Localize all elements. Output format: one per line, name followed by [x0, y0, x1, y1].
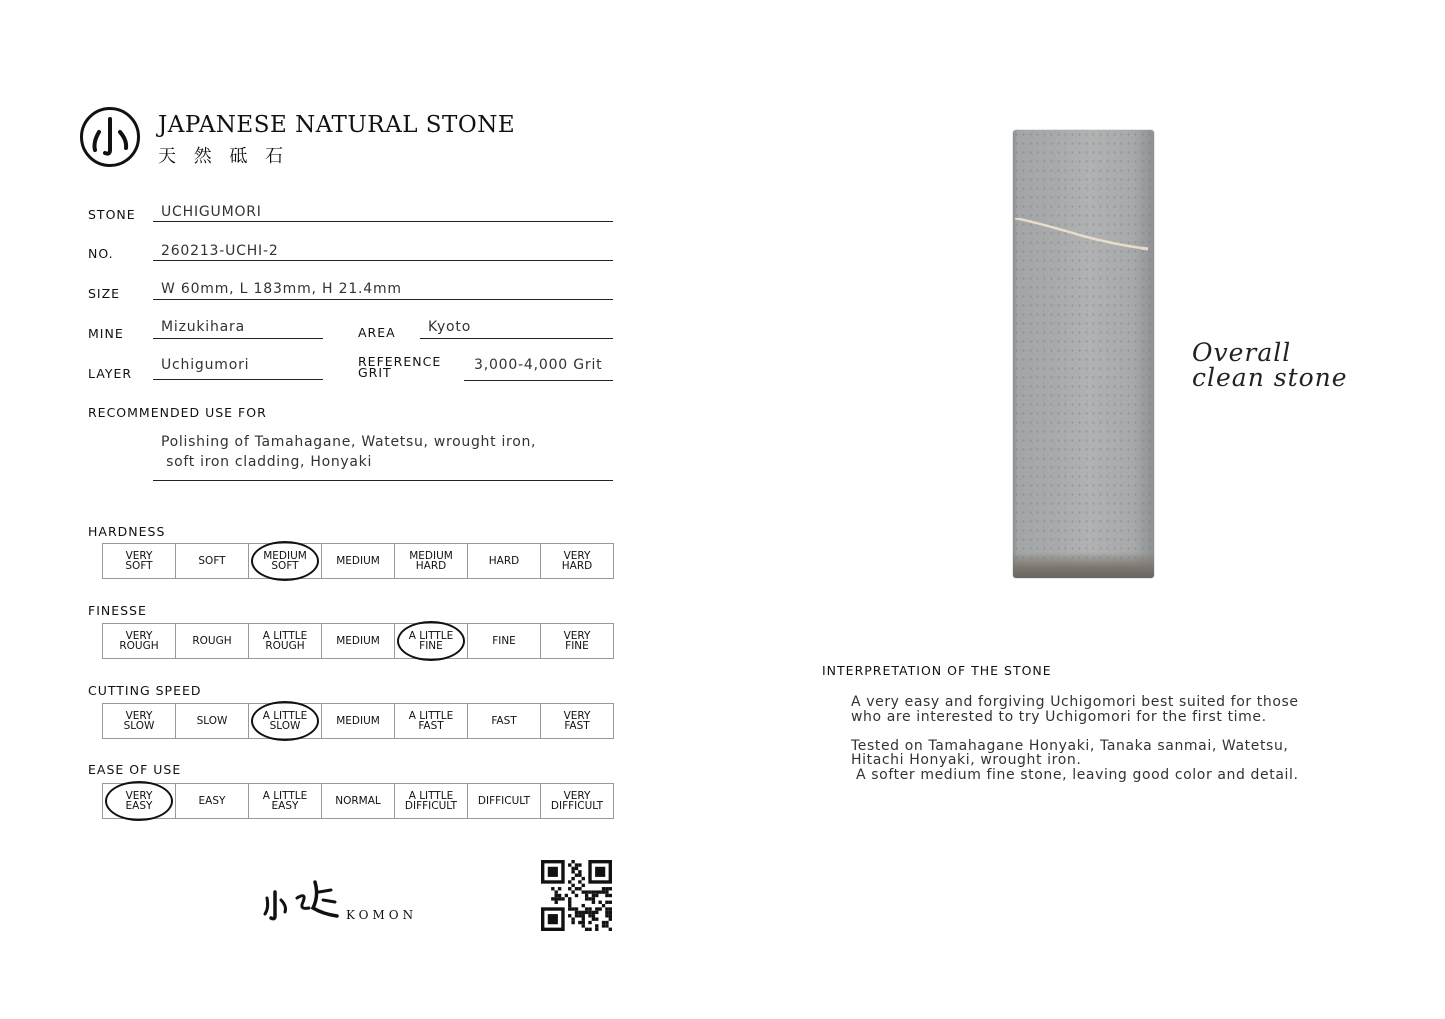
interpretation-line: A softer medium fine stone, leaving good color and detail.: [851, 766, 1299, 783]
scale-option-selected: A LITTLE FINE: [395, 624, 468, 658]
stone-label: STONE: [88, 207, 136, 222]
scale-option: HARD: [468, 544, 541, 578]
size-underline: [153, 299, 613, 300]
interpretation-line: Tested on Tamahagane Honyaki, Tanaka sanmai, Watetsu,: [851, 737, 1289, 754]
scale-option: VERY HARD: [561, 550, 593, 572]
area-value: Kyoto: [428, 319, 472, 335]
grit-label-line1: REFERENCE: [358, 354, 442, 369]
interpretation-line: A very easy and forgiving Uchigomori best suited for those: [851, 694, 1299, 710]
ease-of-use-scale: [102, 783, 614, 819]
number-underline: [153, 260, 613, 261]
komon-text: KOMON: [346, 908, 418, 922]
stone-note-line2: clean stone: [1192, 363, 1348, 392]
layer-value: Uchigumori: [161, 357, 250, 373]
recommended-use-text: [161, 433, 536, 472]
scale-option: FAST: [468, 704, 541, 738]
scale-option: EASY: [176, 784, 249, 818]
scale-option: A LITTLE EASY: [249, 784, 322, 818]
interpretation-title: INTERPRETATION OF THE STONE: [822, 663, 1052, 678]
scale-option: MEDIUM HARD: [395, 544, 468, 578]
scale-option: DIFFICULT: [468, 784, 541, 818]
recommended-use-line1: Polishing of Tamahagane, Watetsu, wrought iron,: [161, 434, 537, 450]
grit-underline: [464, 380, 613, 381]
recommended-use-label: RECOMMENDED USE FOR: [88, 405, 267, 420]
qr-code-icon[interactable]: [541, 860, 612, 931]
scale-option: MEDIUM: [322, 704, 395, 738]
mine-underline: [153, 338, 323, 339]
scale-option: FINE: [468, 624, 541, 658]
scale-option-selected: MEDIUM SOFT: [249, 544, 322, 578]
area-underline: [420, 338, 613, 339]
stone-texture: [1013, 130, 1154, 578]
scale-option: MEDIUM: [322, 544, 395, 578]
scale-option-selected: VERY EASY: [103, 784, 176, 818]
brand-title: JAPANESE NATURAL STONE: [158, 112, 516, 138]
scale-option: SOFT: [176, 544, 249, 578]
layer-label: LAYER: [88, 366, 133, 381]
layer-underline: [153, 379, 323, 380]
scale-option: VERY FINE: [563, 630, 591, 652]
scale-option: SLOW: [176, 704, 249, 738]
recommended-use-underline: [153, 480, 613, 481]
grit-label-line2: GRIT: [358, 365, 392, 380]
interpretation-text: [851, 695, 1299, 782]
scale-option: VERY DIFFICULT: [550, 790, 604, 812]
size-value: W 60mm, L 183mm, H 21.4mm: [161, 281, 402, 297]
area-label: AREA: [358, 325, 396, 340]
brand-subtitle: 天 然 砥 石: [158, 146, 290, 167]
stone-underline: [153, 221, 613, 222]
komon-logo-icon: [80, 107, 140, 167]
mine-value: Mizukihara: [161, 319, 245, 335]
interpretation-line: [851, 724, 1299, 739]
interpretation-line: Hitachi Honyaki, wrought iron.: [851, 752, 1082, 768]
scale-option: MEDIUM: [322, 624, 395, 658]
mine-label: MINE: [88, 326, 124, 341]
cutting-speed-scale: [102, 703, 614, 739]
scale-option: VERY ROUGH: [103, 624, 176, 658]
interpretation-line: who are interested to try Uchigomori for the first time.: [851, 708, 1267, 725]
number-label: NO.: [88, 246, 114, 261]
scale-option: ROUGH: [176, 624, 249, 658]
stone-vein: [1013, 218, 1154, 258]
finesse-scale: [102, 623, 614, 659]
scale-option: VERY SOFT: [103, 544, 176, 578]
stone-value: UCHIGUMORI: [161, 204, 262, 220]
grit-label: [358, 356, 441, 378]
hardness-title: HARDNESS: [88, 524, 166, 539]
scale-option-selected: A LITTLE SLOW: [249, 704, 322, 738]
scale-option: A LITTLE FAST: [395, 704, 468, 738]
scale-option: A LITTLE DIFFICULT: [395, 784, 468, 818]
stone-base-shadow: [1013, 552, 1154, 578]
grit-value: 3,000-4,000 Grit: [474, 357, 603, 373]
scale-option: NORMAL: [322, 784, 395, 818]
scale-option: VERY FAST: [563, 710, 591, 732]
recommended-use-line2: soft iron cladding, Honyaki: [161, 453, 373, 470]
scale-option: A LITTLE ROUGH: [249, 624, 322, 658]
size-label: SIZE: [88, 286, 121, 301]
stone-note-line1: Overall: [1192, 338, 1292, 367]
scale-option: VERY SLOW: [103, 704, 176, 738]
stone-photo: [1013, 130, 1154, 578]
number-value: 260213-UCHI-2: [161, 243, 279, 259]
hardness-scale: [102, 543, 614, 579]
ease-of-use-title: EASE OF USE: [88, 762, 182, 777]
stone-note: [1192, 340, 1348, 390]
finesse-title: FINESSE: [88, 603, 147, 618]
cutting-speed-title: CUTTING SPEED: [88, 683, 202, 698]
